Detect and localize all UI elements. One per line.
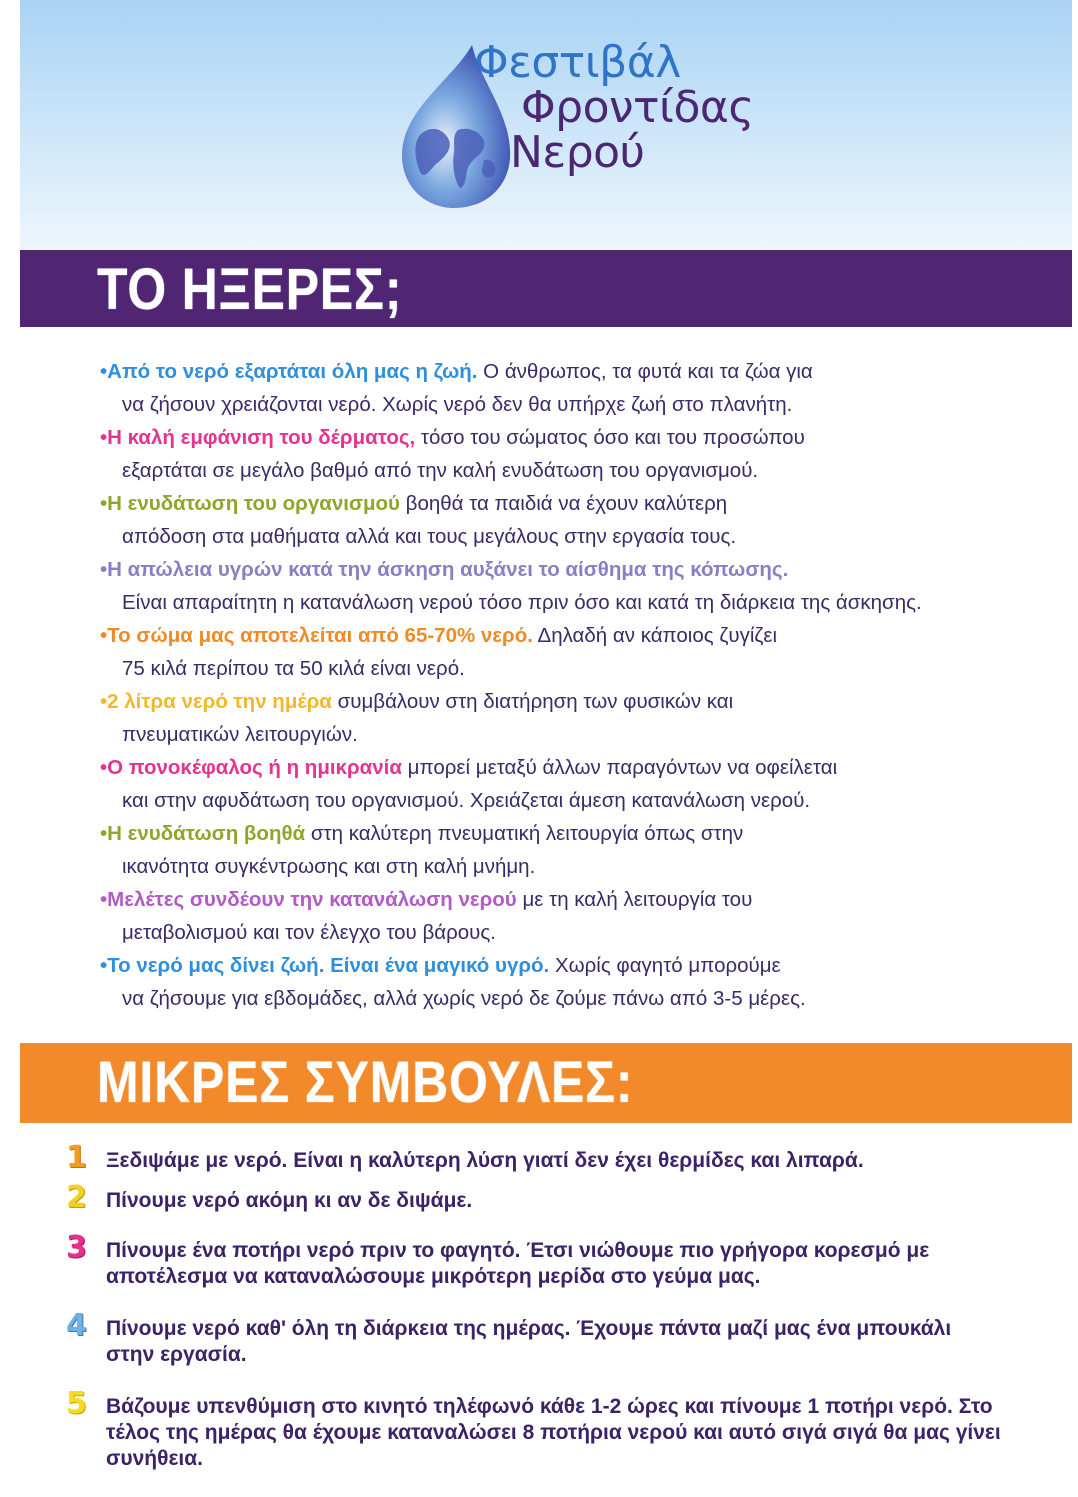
fact-item: [100, 817, 1040, 883]
fact-item: [100, 553, 1040, 619]
fact-text-cont: ικανότητα συγκέντρωσης και στη καλή μνήμη.: [122, 855, 536, 878]
fact-highlight: •2 λίτρα νερό την ημέρα: [100, 690, 332, 713]
fact-text-cont: μεταβολισμού και τον έλεγχο του βάρους.: [122, 921, 496, 944]
fact-item: [100, 883, 1040, 949]
fact-highlight: •Η απώλεια υγρών κατά την άσκηση αυξάνει το αίσθημα της κόπωσης.: [100, 558, 789, 581]
facts-heading-band: [20, 250, 1072, 327]
tip-item: [66, 1140, 1026, 1175]
fact-text: Ο άνθρωπος, τα φυτά και τα ζώα για: [477, 360, 813, 383]
fact-text-cont: να ζήσουμε για εβδομάδες, αλλά χωρίς νερό δε ζούμε πάνω από 3-5 μέρες.: [122, 987, 806, 1010]
fact-highlight: •Το σώμα μας αποτελείται από 65-70% νερό.: [100, 624, 533, 647]
tip-item: [66, 1180, 1026, 1215]
tip-text: Ξεδιψάμε με νερό. Είναι η καλύτερη λύση γιατί δεν έχει θερμίδες και λιπαρά.: [106, 1149, 864, 1172]
tip-text: Πίνουμε νερό καθ' όλη τη διάρκεια της ημέρας. Έχουμε πάντα μαζί μας ένα μπουκάλι στην εργασία.: [106, 1317, 952, 1366]
tip-item: [66, 1308, 976, 1368]
festival-logo-text: [474, 37, 754, 178]
fact-text-cont: 75 κιλά περίπου τα 50 κιλά είναι νερό.: [122, 657, 465, 680]
fact-text-cont: και στην αφυδάτωση του οργανισμού. Χρειάζεται άμεση κατανάλωση νερού.: [122, 789, 811, 812]
tip-item: [66, 1230, 996, 1290]
fact-item: [100, 487, 1040, 553]
fact-text-cont: εξαρτάται σε μεγάλο βαθμό από την καλή ενυδάτωση του οργανισμού.: [122, 459, 759, 482]
logo-line-2: Φροντίδας: [521, 82, 754, 133]
tips-list: [66, 1140, 1026, 1472]
logo-line-1: Φεστιβάλ: [474, 37, 681, 88]
tip-number: 5: [66, 1386, 87, 1421]
fact-text: μπορεί μεταξύ άλλων παραγόντων να οφείλεται: [401, 756, 838, 779]
tip-text: Βάζουμε υπενθύμιση στο κινητό τηλέφωνό κάθε 1-2 ώρες και πίνουμε 1 ποτήρι νερό. Στο τέλος της ημέρας θα έχουμε καταναλώσει 8 ποτήρια νερού και αυτό σιγά σιγά θα μας γίνει συνήθεια.: [106, 1395, 1001, 1470]
fact-highlight: •Η ενυδάτωση βοηθά: [100, 822, 306, 845]
facts-heading: ΤΟ ΗΞΕΡΕΣ;: [97, 257, 403, 322]
tips-heading-band: [20, 1043, 1072, 1123]
header-banner: [20, 0, 1072, 250]
tip-text: Πίνουμε ένα ποτήρι νερό πριν το φαγητό. Έτσι νιώθουμε πιο γρήγορα κορεσμό με αποτέλεσμα να καταναλώσουμε μικρότερη μερίδα στο γεύμα μας.: [106, 1239, 930, 1288]
fact-text: Χωρίς φαγητό μπορούμε: [549, 954, 781, 977]
tip-text: Πίνουμε νερό ακόμη κι αν δε διψάμε.: [106, 1189, 473, 1212]
fact-item: [100, 355, 1040, 421]
fact-text: συμβάλουν στη διατήρηση των φυσικών και: [331, 690, 734, 713]
fact-text-cont: απόδοση στα μαθήματα αλλά και τους μεγάλους στην εργασία τους.: [122, 525, 737, 548]
fact-highlight: •Το νερό μας δίνει ζωή. Είναι ένα μαγικό υγρό.: [100, 954, 550, 977]
tip-number: 3: [66, 1230, 87, 1265]
fact-item: [100, 421, 1040, 487]
tip-item: [66, 1386, 1016, 1472]
fact-highlight: •Ο πονοκέφαλος ή η ημικρανία: [100, 756, 402, 779]
tip-number: 2: [66, 1180, 87, 1215]
fact-text-cont: Είναι απαραίτητη η κατανάλωση νερού τόσο πριν όσο και κατά τη διάρκεια της άσκησης.: [122, 591, 922, 614]
fact-text-cont: πνευματικών λειτουργιών.: [122, 723, 358, 746]
fact-highlight: •Από το νερό εξαρτάται όλη μας η ζωή.: [100, 360, 478, 383]
fact-highlight: •Η καλή εμφάνιση του δέρματος,: [100, 426, 416, 449]
fact-text: στη καλύτερη πνευματική λειτουργία όπως στην: [305, 822, 744, 845]
fact-item: [100, 949, 1040, 1015]
tips-heading: ΜΙΚΡΕΣ ΣΥΜΒΟΥΛΕΣ:: [97, 1050, 634, 1115]
logo-line-3: Νερού: [510, 127, 645, 178]
fact-text: τόσο του σώματος όσο και του προσώπου: [415, 426, 805, 449]
fact-item: [100, 619, 1040, 685]
fact-text-cont: να ζήσουν χρειάζονται νερό. Χωρίς νερό δεν θα υπήρχε ζωή στο πλανήτη.: [122, 393, 793, 416]
tip-number: 1: [66, 1140, 87, 1175]
fact-item: [100, 685, 1040, 751]
leaflet-page: [20, 0, 1072, 1497]
facts-list: [100, 355, 1040, 1015]
fact-text: με τη καλή λειτουργία του: [516, 888, 753, 911]
fact-highlight: •Μελέτες συνδέουν την κατανάλωση νερού: [100, 888, 517, 911]
fact-item: [100, 751, 1040, 817]
fact-highlight: •Η ενυδάτωση του οργανισμού: [100, 492, 400, 515]
fact-text: βοηθά τα παιδιά να έχουν καλύτερη: [399, 492, 728, 515]
tip-number: 4: [66, 1308, 87, 1343]
fact-text: Δηλαδή αν κάποιος ζυγίζει: [532, 624, 778, 647]
